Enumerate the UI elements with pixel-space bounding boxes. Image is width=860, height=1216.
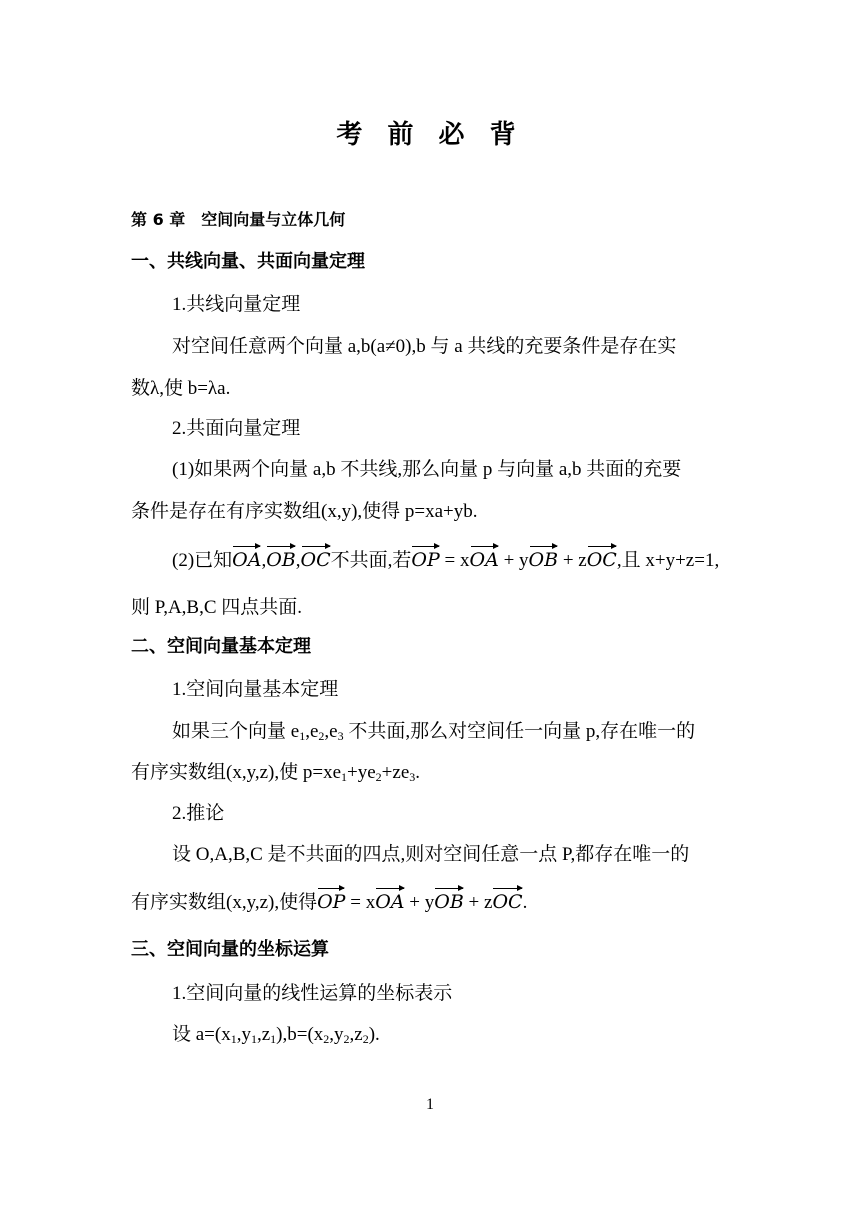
paragraph-basis-2: 有序实数组(x,y,z),使 $p=xe_1+ye_2+ze_3$. xyxy=(131,762,421,784)
vector-oa: OA xyxy=(469,549,499,571)
paragraph-corollary-1: 设 O,A,B,C 是不共面的四点,则对空间任意一点 P,都存在唯一的 xyxy=(172,844,690,865)
subheading-basis: 1.空间向量基本定理 xyxy=(172,679,339,700)
paragraph-basis-1: 如果三个向量 $e_1,e_2,e_3$ 不共面,那么对空间任一向量 p,存在唯一的 xyxy=(172,721,696,743)
paragraph-coplanar-2a: (2)已知OA,OB,OC不共面,若OP = xOA + yOB + zOC,且 x+y+z=1, xyxy=(172,549,720,571)
equation-segment: = x xyxy=(439,550,470,571)
text-segment: ,且 x+y+z=1, xyxy=(616,550,720,571)
vector-oc: OC xyxy=(492,891,523,913)
subheading-collinear: 1.共线向量定理 xyxy=(172,294,301,315)
paragraph-coordinates: 设 $a=(x_1,y_1,z_1),b=(x_2,y_2,z_2)$. xyxy=(172,1024,380,1046)
subheading-coplanar: 2.共面向量定理 xyxy=(172,418,301,439)
section-2-heading: 二、空间向量基本定理 xyxy=(131,636,311,657)
section-1-heading: 一、共线向量、共面向量定理 xyxy=(131,251,365,272)
vector-oa: OA xyxy=(375,891,405,913)
text-segment: (2)已知 xyxy=(172,550,233,571)
vector-ob: OB xyxy=(266,549,296,571)
vector-oc: OC xyxy=(300,549,331,571)
vector-ob: OB xyxy=(434,891,464,913)
paragraph-coplanar-1a: (1)如果两个向量 a,b 不共线,那么向量 p 与向量 a,b 共面的充要 xyxy=(172,459,682,480)
section-3-heading: 三、空间向量的坐标运算 xyxy=(131,939,329,960)
vector-oc: OC xyxy=(586,549,617,571)
paragraph-coplanar-2b: 则 P,A,B,C 四点共面. xyxy=(131,597,303,618)
subheading-coordinates: 1.空间向量的线性运算的坐标表示 xyxy=(172,983,453,1004)
paragraph-collinear-1: 对空间任意两个向量 a,b(a≠0),b 与 a 共线的充要条件是存在实 xyxy=(172,336,677,357)
subheading-corollary: 2.推论 xyxy=(172,803,225,824)
text-segment: 有序实数组(x,y,z),使得 xyxy=(131,892,318,913)
equation-segment: + z xyxy=(558,550,587,571)
vector-op: OP xyxy=(317,891,346,913)
vector-op: OP xyxy=(411,549,440,571)
text-segment: 不共面,若 xyxy=(330,550,412,571)
page-number: 1 xyxy=(426,1096,434,1113)
chapter-heading: 第 6 章 空间向量与立体几何 xyxy=(131,210,346,229)
page-title: 考 前 必 背 xyxy=(336,120,524,150)
vector-oa: OA xyxy=(232,549,262,571)
paragraph-collinear-2: 数λ,使 b=λa. xyxy=(131,378,231,399)
vector-ob: OB xyxy=(528,549,559,571)
paragraph-coplanar-1b: 条件是存在有序实数组(x,y),使得 p=xa+yb. xyxy=(131,501,478,522)
paragraph-corollary-2: 有序实数组(x,y,z),使得OP = xOA + yOB + zOC. xyxy=(131,891,528,913)
equation-segment: + y xyxy=(498,550,529,571)
